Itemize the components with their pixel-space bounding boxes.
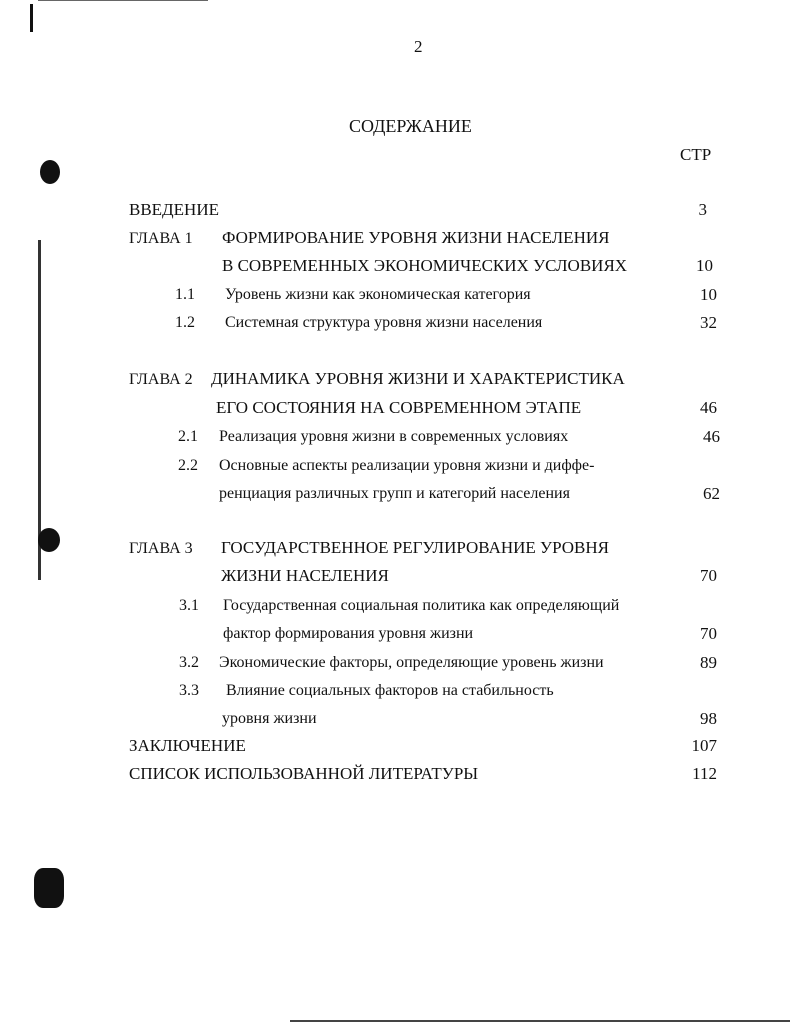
chapter-3-title-line1: ГОСУДАРСТВЕННОЕ РЕГУЛИРОВАНИЕ УРОВНЯ bbox=[221, 538, 609, 557]
section-1-2-page: 32 bbox=[700, 313, 717, 332]
chapter-3-page: 70 bbox=[700, 566, 717, 585]
section-3-3-title-line1: Влияние социальных факторов на стабильность bbox=[226, 682, 554, 699]
toc-bibliography-page: 112 bbox=[692, 764, 717, 783]
section-2-2-title-line1: Основные аспекты реализации уровня жизни и диффе- bbox=[219, 457, 595, 474]
scan-blot-3 bbox=[34, 868, 64, 908]
scan-blot-2 bbox=[38, 528, 60, 552]
toc-conclusion-page: 107 bbox=[691, 736, 717, 755]
page-number: 2 bbox=[414, 37, 423, 56]
section-1-1-number: 1.1 bbox=[175, 286, 195, 303]
toc-bibliography-label: СПИСОК ИСПОЛЬЗОВАННОЙ ЛИТЕРАТУРЫ bbox=[129, 764, 479, 783]
scan-margin-line bbox=[38, 240, 41, 580]
section-3-3-page: 98 bbox=[700, 709, 717, 728]
section-2-1-title: Реализация уровня жизни в современных условиях bbox=[219, 428, 569, 445]
chapter-1-title-line1: ФОРМИРОВАНИЕ УРОВНЯ ЖИЗНИ НАСЕЛЕНИЯ bbox=[222, 228, 610, 247]
section-3-1-title-line1: Государственная социальная политика как определяющий bbox=[223, 597, 620, 614]
toc-title: СОДЕРЖАНИЕ bbox=[349, 116, 472, 136]
scan-edge-line bbox=[38, 0, 208, 1]
chapter-2-title-line1: ДИНАМИКА УРОВНЯ ЖИЗНИ И ХАРАКТЕРИСТИКА bbox=[211, 369, 625, 388]
section-1-2-number: 1.2 bbox=[175, 314, 195, 331]
chapter-1-number: ГЛАВА 1 bbox=[129, 230, 193, 247]
chapter-2-page: 46 bbox=[700, 398, 717, 417]
section-2-2-page: 62 bbox=[703, 484, 720, 503]
chapter-1-page: 10 bbox=[696, 256, 713, 275]
chapter-2-number: ГЛАВА 2 bbox=[129, 371, 193, 388]
toc-intro-page: 3 bbox=[698, 200, 707, 219]
section-1-2-title: Системная структура уровня жизни населения bbox=[225, 314, 543, 331]
scan-blot-1 bbox=[40, 160, 60, 184]
chapter-1-title-line2: В СОВРЕМЕННЫХ ЭКОНОМИЧЕСКИХ УСЛОВИЯХ bbox=[222, 256, 628, 275]
toc-conclusion-label: ЗАКЛЮЧЕНИЕ bbox=[129, 736, 246, 755]
section-2-1-page: 46 bbox=[703, 427, 720, 446]
section-3-1-title-line2: фактор формирования уровня жизни bbox=[223, 625, 474, 642]
section-3-2-title: Экономические факторы, определяющие уровень жизни bbox=[219, 654, 604, 671]
chapter-2-title-line2: ЕГО СОСТОЯНИЯ НА СОВРЕМЕННОМ ЭТАПЕ bbox=[216, 398, 582, 417]
section-3-2-number: 3.2 bbox=[179, 654, 199, 671]
section-1-1-title: Уровень жизни как экономическая категория bbox=[225, 286, 531, 303]
section-2-2-title-line2: ренциация различных групп и категорий населения bbox=[219, 485, 570, 502]
page-column-label: СТР bbox=[680, 145, 712, 164]
scan-edge-mark bbox=[30, 4, 33, 32]
section-3-1-number: 3.1 bbox=[179, 597, 199, 614]
section-2-1-number: 2.1 bbox=[178, 428, 198, 445]
chapter-3-title-line2: ЖИЗНИ НАСЕЛЕНИЯ bbox=[221, 566, 389, 585]
section-3-1-page: 70 bbox=[700, 624, 717, 643]
section-1-1-page: 10 bbox=[700, 285, 717, 304]
chapter-3-number: ГЛАВА 3 bbox=[129, 540, 193, 557]
section-3-2-page: 89 bbox=[700, 653, 717, 672]
section-2-2-number: 2.2 bbox=[178, 457, 198, 474]
section-3-3-title-line2: уровня жизни bbox=[222, 710, 317, 727]
scan-bottom-line bbox=[290, 1020, 790, 1022]
section-3-3-number: 3.3 bbox=[179, 682, 199, 699]
toc-intro-label: ВВЕДЕНИЕ bbox=[129, 200, 219, 219]
